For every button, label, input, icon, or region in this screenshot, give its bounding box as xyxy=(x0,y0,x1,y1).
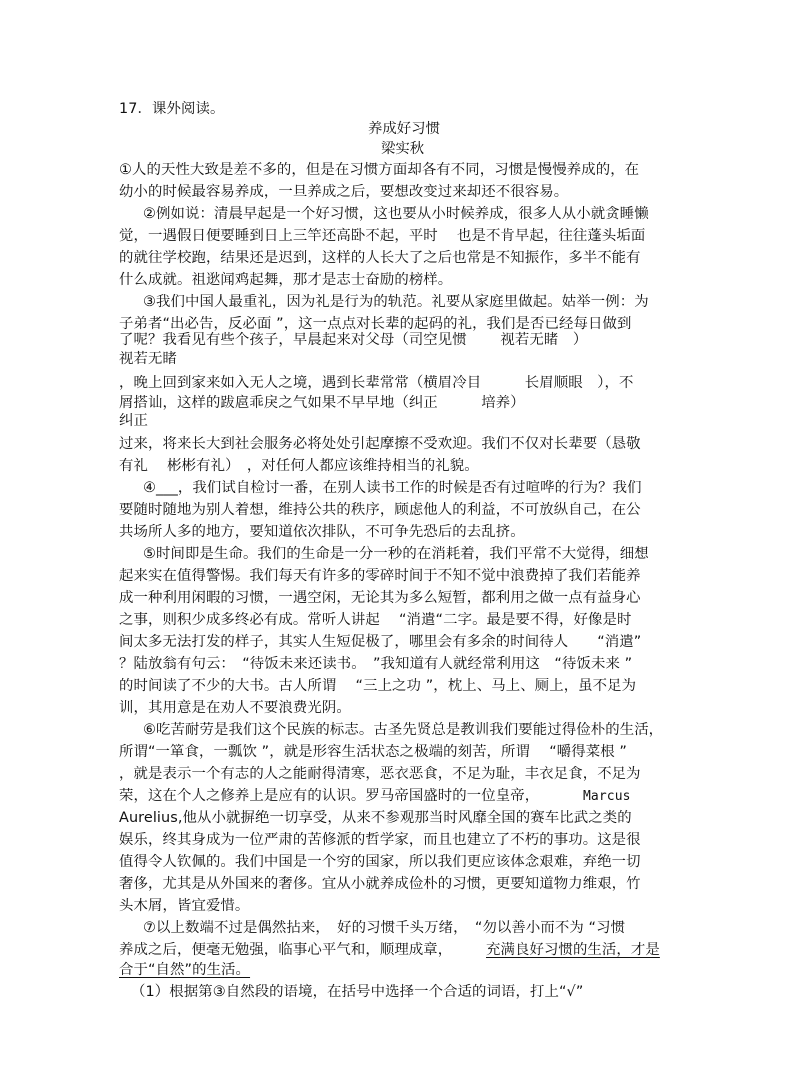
answer-choice: 纠正 xyxy=(119,413,148,429)
underlined-sentence: 充满良好习惯的生活，才是 xyxy=(486,942,660,958)
sub-question: （1）根据第③自然段的语境，在括号中选择一个合适的词语，打上“√” xyxy=(131,984,584,1000)
paragraph-line: 值得令人钦佩的。我们中国是一个穷的国家，所以我们更应该体念艰难，弃绝一切 xyxy=(119,854,641,870)
paragraph-line: Aurelius,他从小就摒绝一切享受，从来不参观那当时风靡全国的赛车比武之类的 xyxy=(119,810,632,826)
paragraph-line: 共场所人多的地方，要知道依次排队，不可争先恐后的去乱挤。 xyxy=(119,524,525,540)
paragraph-line: 奢侈，尤其是从外国来的奢侈。宜从小就养成俭朴的习惯，更要知道物力维艰，竹 xyxy=(119,876,641,892)
paragraph-line: ②例如说：清晨早起是一个好习惯，这也要从小时候养成，很多人从小就贪睡懒 xyxy=(143,206,649,222)
paragraph-line: 的时间读了不少的大书。古人所谓 “三上之功 ”，枕上、马上、厕上，虽不足为 xyxy=(119,678,637,694)
paragraph-line: 养成之后，便毫无勉强，临事心平气和，顺理成章， xyxy=(119,942,460,958)
paragraph-line: 幼小的时候最容易养成，一旦养成之后，要想改变过来却还不很容易。 xyxy=(119,184,569,200)
paragraph-line: 之事，则积少成多终必有成。常听人讲起 “消遣“二字。最是要不得，好像是时 xyxy=(119,612,632,628)
paragraph-line: ，就是表示一个有志的人之能耐得清寒，恶衣恶食，不足为耻，丰衣足食，不足为 xyxy=(119,766,641,782)
question-header: 17．课外阅读。 xyxy=(119,101,225,117)
paragraph-line: ①人的天性大致是差不多的，但是在习惯方面却各有不同，习惯是慢慢养成的，在 xyxy=(119,162,640,178)
paragraph-line: ？陆放翁有句云： “待饭未来还读书。 ”我知道有人就经常利用这 “待饭未来 ” xyxy=(119,656,633,672)
paragraph-line: 所谓“一箪食，一瓢饮 ”，就是形容生活状态之极端的刻苦，所谓 “嚼得菜根 ” xyxy=(119,744,627,760)
article-title: 养成好习惯 xyxy=(368,121,440,137)
paragraph-line: ⑤时间即是生命。我们的生命是一分一秒的在消耗着，我们平常不大觉得，细想 xyxy=(143,546,649,562)
paragraph-line: 成一种利用闲暇的习惯，一遇空闲，无论其为多么短暂，都利用之做一点有益身心 xyxy=(119,590,641,606)
paragraph-line: ④___，我们试自检讨一番，在别人读书工作的时候是否有过喧哗的行为？我们 xyxy=(143,480,642,496)
paragraph-line: 的就往学校跑，结果还是迟到，这样的人长大了之后也常是不知振作，多半不能有 xyxy=(119,250,641,266)
paragraph-line: 起来实在值得警惕。我们每天有许多的零碎时间于不知不觉中浪费掉了我们若能养 xyxy=(119,568,641,584)
underlined-sentence: 合于“自然”的生活。 xyxy=(119,962,251,978)
article-author: 梁实秋 xyxy=(381,141,425,157)
paragraph-line: ，晚上回到家来如入无人之境，遇到长辈常常（横眉冷目 长眉顺眼 ），不 xyxy=(119,375,634,391)
paragraph-line: 觉，一遇假日便要睡到日上三竿还高卧不起，平时 也是不肯早起，往往蓬头垢面 xyxy=(119,228,646,244)
paragraph-line: 什么成就。祖逖闻鸡起舞，那才是志士奋励的榜样。 xyxy=(119,272,453,288)
paragraph-line: 子弟者“出必告，反必面 ”，这一点点对长辈的起码的礼，我们是否已经每日做到 xyxy=(119,316,632,332)
paragraph-line: 荣，这在个人之修养上是应有的认识。罗马帝国盛时的一位皇帝， xyxy=(119,788,562,804)
paragraph-line: 了呢？我看见有些个孩子，早晨起来对父母（司空见惯 视若无睹 ） xyxy=(119,332,588,348)
paragraph-line: ⑦以上数端不过是偶然拈来， 好的习惯千头万绪， “勿以善小而不为 “习惯 xyxy=(143,920,626,936)
paragraph-line: 要随时随地为别人着想，维持公共的秩序，顾虑他人的利益，不可放纵自己，在公 xyxy=(119,502,641,518)
paragraph-line: 过来，将来长大到社会服务必将处处引起摩擦不受欢迎。我们不仅对长辈要（恳敬 xyxy=(119,436,641,452)
paragraph-line: 屑搭讪，这样的跋扈乖戾之气如果不早早地（纠正 培养） xyxy=(119,395,525,411)
paragraph-line: 训，其用意是在劝人不要浪费光阴。 xyxy=(119,700,351,716)
paragraph-line: 头木屑，皆宜爱惜。 xyxy=(119,898,250,914)
answer-choice: 视若无睹 xyxy=(119,351,177,367)
paragraph-line: ③我们中国人最重礼，因为礼是行为的轨范。礼要从家庭里做起。姑举一例：为 xyxy=(143,294,649,310)
latin-name: Marcus xyxy=(583,789,631,804)
paragraph-line: 娱乐，终其身成为一位严肃的苦修派的哲学家，而且也建立了不朽的事功。这是很 xyxy=(119,832,641,848)
paragraph-line: ⑥吃苦耐劳是我们这个民族的标志。古圣先贤总是教训我们要能过得俭朴的生活， xyxy=(143,722,664,738)
paragraph-line: 有礼 彬彬有礼） ，对任何人都应该维持相当的礼貌。 xyxy=(119,458,479,474)
paragraph-line: 间太多无法打发的样子，其实人生短促极了，哪里会有多余的时间待人 “消遣” xyxy=(119,634,642,650)
